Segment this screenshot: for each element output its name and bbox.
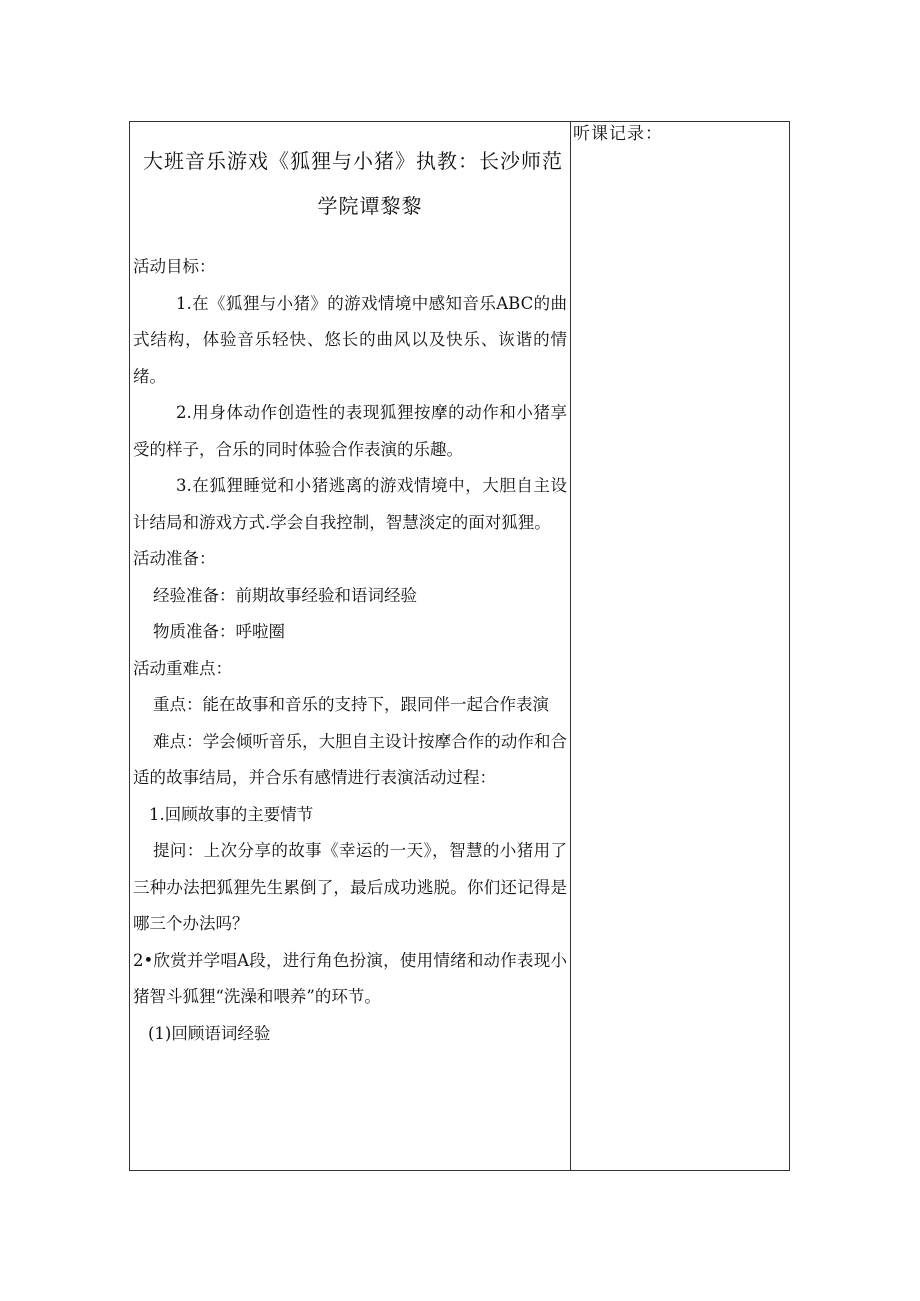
step-2-sub-1: (1)回顾语词经验: [148, 1023, 271, 1043]
title-line-1: 大班音乐游戏《狐狸与小猪》执教：长沙师范: [143, 149, 563, 173]
prep-experience: 经验准备：前期故事经验和语词经验: [153, 585, 417, 605]
step-1: 1.回顾故事的主要情节: [149, 804, 314, 824]
prep-material: 物质准备：呼啦圈: [153, 622, 285, 641]
goal-2: 2.用身体动作创造性的表现狐狸按摩的动作和小猪享受的样子，合乐的同时体验合作表演的乐趣。: [133, 403, 567, 459]
goals-heading: 活动目标：: [133, 257, 216, 276]
key-heading: 活动重难点：: [133, 658, 232, 678]
lesson-title: [133, 139, 567, 229]
title-spacer: [133, 229, 567, 249]
title-line-2: 学院谭黎黎: [317, 194, 423, 218]
notes-label: 听课记录：: [573, 124, 663, 144]
goal-1: 1.在《狐狸与小猪》的游戏情境中感知音乐ABC的曲式结构，体验音乐轻快、悠长的曲风以及快乐、诙谐的情绪。: [133, 293, 567, 386]
difficult-point: 难点：学会倾听音乐，大胆自主设计按摩合作的动作和合适的故事结局，并合乐有感情进行表演活动过程：: [133, 731, 567, 787]
step-1-question: 提问：上次分享的故事《幸运的一天》，智慧的小猪用了三种办法把狐狸先生累倒了，最后成功逃脱。你们还记得是哪三个办法吗？: [133, 841, 567, 933]
lesson-content-cell: [130, 122, 570, 1170]
prep-heading: 活动准备：: [133, 549, 216, 568]
key-point: 重点：能在故事和音乐的支持下，跟同伴一起合作表演: [153, 695, 549, 714]
notes-cell: [571, 122, 789, 1170]
lesson-plan-table: [129, 121, 790, 1171]
step-2: 2•欣赏并学唱A段，进行角色扮演，使用情绪和动作表现小猪智斗狐狸“洗澡和喂养”的环节。: [133, 950, 567, 1006]
goal-3: 3.在狐狸睡觉和小猪逃离的游戏情境中，大胆自主设计结局和游戏方式.学会自我控制，智慧淡定的面对狐狸。: [133, 476, 567, 532]
